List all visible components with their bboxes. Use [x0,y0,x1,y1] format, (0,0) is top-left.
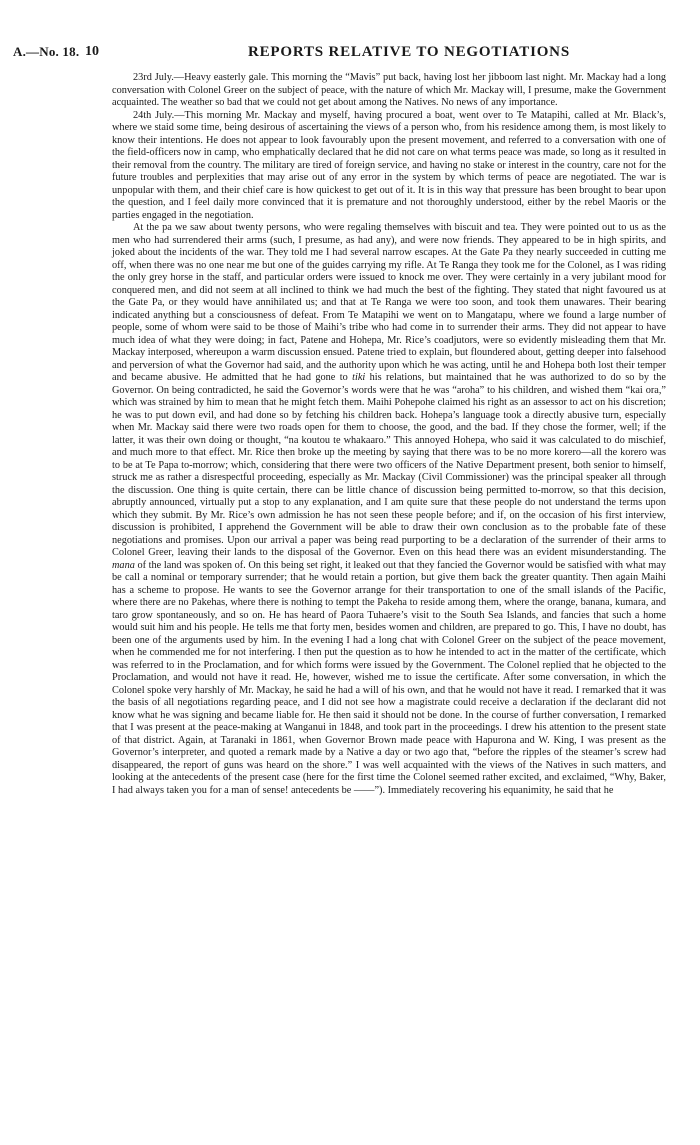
running-title: REPORTS RELATIVE TO NEGOTIATIONS [248,44,570,60]
page-number: 10 [85,44,99,59]
text-run: of the land was spoken of. On this being set right, it leaked out that they fancied the Governor would be satisfied with what may be call a nominal or temporary surrender; that he would retain a portion, but give them back the greater quantity. Then again Maihi has a scheme to propose. He wants to see the Governor arrange for their transportation to one of the small islands of the Pacific, where there are no Pakehas, where there is nothing to tempt the Pakeha to reside among them, where the orange, banana, kumara, and taro grow spontaneously, and so on. He has heard of Paora Tuhaere’s visit to the South Sea Islands, and fancies that such a home would suit him and his people. He tells me that forty men, besides women and children, are prepared to go. This, I have no doubt, has been one of the arguments used by him. In the evening I had a long chat with Colonel Greer on the subject of the peace movement, when he commended me for not interfering. I then put the question as to how he intended to act in the matter of the certificate, which was referred to in the Proclamation, and for which forms were issued by the Government. The Colonel replied that he objected to the Proclamation, and would not have it read. He, however, wished me to issue the certificate. After some conversation, in which the Colonel spoke very harshly of Mr. Mackay, he said he had a will of his own, and that he would not have it read. I remarked that it was the basis of all negotiations regarding peace, and I did not see how a magistrate could receive a declaration if the declarant did not know what he was signing and became liable for. He then said it should not be done. In the course of further conversation, I remarked that I was present at the peace-making at Wanganui in 1848, and took part in the proceedings. I drew his attention to the present state of that district. Again, at Taranaki in 1861, when Governor Brown made peace with Hapurona and W. King, I was present as the Governor’s interpreter, and quoted a remark made by a Native a day or two ago that, “before the ripples of the steamer’s screw had disappeared, the report of guns was heard on the shore.” I was well acquainted with the views of the Natives in such matters, and looking at the antecedents of the present case (here for the first time the Colonel seemed rather excited, and exclaimed, “Why, Baker, I had always taken you for a man of sense! antecedents be ——”). Immediately recovering his equanimity, he said that he [112,559,666,796]
text-run: his relations, but maintained that he was authorized to do so by the Governor. On being contradicted, he said the Governor’s words were that he was “aroha” to his children, and wished them “kai ora,” which was strained by him to mean that he might fetch them. Maihi Pohepohe claimed his right as an assessor to act on his discretion; he was to put down evil, and had done so by fetching his children back. Hohepa’s language took a directly abusive turn, especially when Mr. Mackay said there were two roads open for them to choose, the good, and the bad. If they chose the former, well; if the latter, it was their own doing or thought, “na koutou te whakaaro.” This annoyed Hohepa, who said it was calculated to do mischief, and much more to that effect. Mr. Rice then broke up the meeting by saying that there was to be no more korero—all the korero was to be at Te Papa to-morrow; which, considering that there were two officers of the Native Department present, both senior to himself, struck me as rather a disrespectful proceeding, especially as Mr. Mackay (Civil Commissioner) was the principal speaker all through the discussion. One thing is quite certain, there can be little chance of discussion being permitted to-morrow, so that this decision, abruptly announced, virtually put a stop to any explanation, and I am quite sure that these people do not understand the terms upon which they submit. By Mr. Rice’s own admission he has not seen these people before; and if, on the occasion of his first interview, discussion is prohibited, I apprehend the Government will be able to draw their own conclusion as to the probable fate of these negotiations and promises. Upon our arrival a paper was being read purporting to be a declaration of the surrender of their arms to Colonel Greer, leaving their lands to the disposal of the Governor. Even on this head there was an evident misunderstanding. The [112,372,666,558]
text-run: 24th July.—This morning Mr. Mackay and myself, having procured a boat, went over to Te Matapihi, called at Mr. Black’s, where we staid some time, being desirous of ascertaining the views of a person who, from his residence among them, is most likely to know their intentions. He does not appear to look favourably upon the present movement, and referred to a conversation with one of the field-officers now in camp, who emphatically declared that he did not care on what terms peace was made, so long as it resulted in their removal from the country. The military are tired of foreign service, and having no stake or interest in the country, care not for the future troubles and perplexities that may arise out of any error in the system by which terms of peace are negotiated. The war is unpopular with them, and their chief care is how quickest to get out of it. It is in this way that pressure has been brought to bear upon the question, and I feel daily more convinced that it is premature and not thoroughly understood, either by the rebel Maoris or the parties engaged in the negotiation. [112,109,666,221]
italic-term: tiki [352,372,366,383]
page-header [0,44,700,64]
paragraph [112,72,666,110]
paragraph [112,110,666,223]
paragraph [112,222,666,797]
italic-term: mana [112,559,135,571]
body-text [112,72,666,797]
document-reference: A.—No. 18. [13,44,80,59]
text-run: At the pa we saw about twenty persons, who were regaling themselves with biscuit and tea. They were pointed out to us as the men who had surrendered their arms (such, I presume, as had any), and were now friends. They appeared to be in high spirits, and joked about the incidents of the war. They told me I had several narrow escapes. At the Gate Pa they nearly succeeded in cutting me off, when there was no one near me but one of the guides carrying my rifle. At Te Ranga they took me for the Colonel, as I was riding the only grey horse in the staff, and particular orders were issued to knock me over. They were certainly in a very jubilant mood for conquered men, and did not seem at all inclined to think we had much the best of the fighting. They stated that night favoured us at the Gate Pa, or they would have annihilated us; and that at Te Ranga we were too soon, and took them unawares. Their bearing indicated anything but a consciousness of defeat. From Te Matapihi we went on to Mangatapu, where we found a large number of people, some of whom were said to be those of Maihi’s tribe who had come in to surrender their arms. They did not appear to have much idea of what they were doing; in fact, Patene and Hohepa, Mr. Rice’s coadjutors, were so evidently misleading them that Mr. Mackay interposed, whereupon a warm discussion ensued. Patene tried to explain, but floundered about, getting deeper into falsehood and perversion of what the Governor had said, and the authority upon which he was acting, until he and Hohepa both lost their temper and became abusive. He admitted that he had gone to [112,222,666,383]
text-run: 23rd July.—Heavy easterly gale. This morning the “Mavis” put back, having lost her jibboom last night. Mr. Mackay had a long conversation with Colonel Greer on the subject of peace, with the nature of which Mr. Mackay will, I presume, make the Government acquainted. The weather so bad that we could not get about among the Natives. No news of any importance. [112,72,666,108]
